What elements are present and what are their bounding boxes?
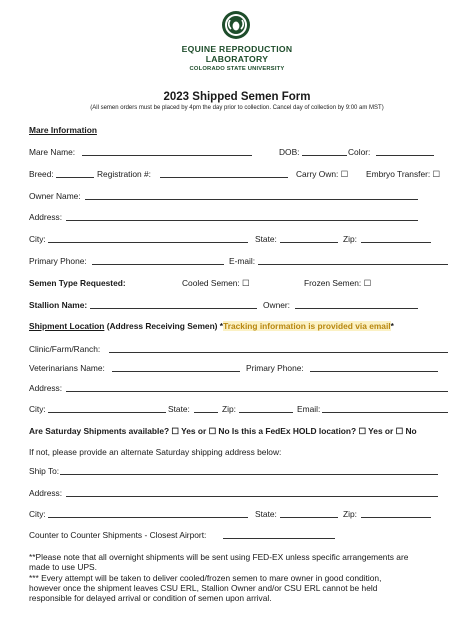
- shipment-heading-rest: (Address Receiving Semen) *: [104, 321, 224, 331]
- mare-section-heading: Mare Information: [29, 125, 97, 135]
- ship-city-label: City:: [29, 404, 46, 414]
- note-delivery-line1: *** Every attempt will be taken to deliver cooled/frozen semen to mare owner in good condition,: [29, 573, 382, 583]
- breed-field[interactable]: [56, 177, 94, 178]
- vet-name-field[interactable]: [112, 371, 240, 372]
- embryo-transfer-checkbox[interactable]: Embryo Transfer: ☐: [366, 169, 441, 179]
- ship-to-label: Ship To:: [29, 466, 60, 476]
- note-delivery-line3: responsible for delayed arrival or condition of semen upon arrival.: [29, 593, 272, 603]
- clinic-field[interactable]: [109, 352, 448, 353]
- lab-name-line1: EQUINE REPRODUCTION: [181, 44, 293, 54]
- form-title: 2023 Shipped Semen Form: [163, 91, 311, 103]
- ship-zip-label: Zip:: [222, 404, 236, 414]
- ship-state-field[interactable]: [194, 412, 218, 413]
- vet-name-label: Veterinarians Name:: [29, 363, 105, 373]
- ship-address-label: Address:: [29, 383, 63, 393]
- alt-zip-field[interactable]: [361, 517, 431, 518]
- registration-field[interactable]: [160, 177, 288, 178]
- mare-city-label: City:: [29, 234, 46, 244]
- shipment-section-heading: [29, 321, 394, 331]
- dob-field[interactable]: [302, 155, 347, 156]
- ship-address-field[interactable]: [66, 391, 448, 392]
- ram-seal-icon: [221, 8, 251, 42]
- university-name: COLORADO STATE UNIVERSITY: [189, 66, 285, 72]
- mare-zip-label: Zip:: [343, 234, 357, 244]
- saturday-question[interactable]: Are Saturday Shipments available? ☐ Yes or ☐ No Is this a FedEx HOLD location? ☐ Yes or ☐ No: [29, 426, 417, 436]
- mare-state-field[interactable]: [280, 242, 338, 243]
- alt-city-field[interactable]: [48, 517, 248, 518]
- owner-name-field[interactable]: [85, 199, 418, 200]
- note-fedex-line1: **Please note that all overnight shipments will be sent using FED-EX unless specific arrangements are: [29, 552, 409, 562]
- ship-phone-field[interactable]: [310, 371, 438, 372]
- stallion-owner-label: Owner:: [263, 300, 290, 310]
- mare-city-field[interactable]: [48, 242, 248, 243]
- alt-state-field[interactable]: [280, 517, 338, 518]
- stallion-name-field[interactable]: [90, 308, 257, 309]
- ship-city-field[interactable]: [48, 412, 166, 413]
- ship-zip-field[interactable]: [239, 412, 293, 413]
- mare-email-field[interactable]: [258, 264, 448, 265]
- mare-address-field[interactable]: [66, 220, 418, 221]
- breed-label: Breed:: [29, 169, 54, 179]
- alt-zip-label: Zip:: [343, 509, 357, 519]
- carry-own-checkbox[interactable]: Carry Own: ☐: [296, 169, 349, 179]
- shipment-heading-text: Shipment Location: [29, 321, 105, 331]
- dob-label: DOB:: [279, 147, 300, 157]
- mare-phone-label: Primary Phone:: [29, 256, 87, 266]
- ship-phone-label: Primary Phone:: [246, 363, 304, 373]
- note-fedex-line2: made to use UPS.: [29, 562, 97, 572]
- registration-label: Registration #:: [97, 169, 151, 179]
- mare-email-label: E-mail:: [229, 256, 256, 266]
- ship-state-label: State:: [168, 404, 190, 414]
- alt-city-label: City:: [29, 509, 46, 519]
- alt-address-field[interactable]: [66, 496, 438, 497]
- stallion-owner-field[interactable]: [295, 308, 418, 309]
- ship-email-label: Email:: [297, 404, 321, 414]
- frozen-semen-checkbox[interactable]: Frozen Semen: ☐: [304, 278, 372, 288]
- alt-state-label: State:: [255, 509, 277, 519]
- clinic-label: Clinic/Farm/Ranch:: [29, 344, 101, 354]
- color-field[interactable]: [376, 155, 434, 156]
- counter-airport-label: Counter to Counter Shipments - Closest Airport:: [29, 530, 207, 540]
- owner-name-label: Owner Name:: [29, 191, 81, 201]
- alt-address-label: Address:: [29, 488, 63, 498]
- mare-zip-field[interactable]: [361, 242, 431, 243]
- color-label: Color:: [348, 147, 371, 157]
- ship-email-field[interactable]: [322, 412, 448, 413]
- lab-name-line2: LABORATORY: [205, 54, 269, 64]
- mare-address-label: Address:: [29, 212, 63, 222]
- alt-address-instructions: If not, please provide an alternate Saturday shipping address below:: [29, 447, 282, 457]
- mare-name-field[interactable]: [82, 155, 252, 156]
- stallion-name-label: Stallion Name:: [29, 300, 88, 310]
- tracking-note: Tracking information is provided via email: [223, 321, 391, 331]
- csu-logo: [221, 8, 251, 42]
- mare-state-label: State:: [255, 234, 277, 244]
- form-subtitle: (All semen orders must be placed by 4pm the day prior to collection. Cancel day of collection by 9:00 am MST): [90, 105, 384, 111]
- ship-to-field[interactable]: [60, 474, 438, 475]
- semen-type-label: Semen Type Requested:: [29, 278, 126, 288]
- mare-name-label: Mare Name:: [29, 147, 76, 157]
- mare-phone-field[interactable]: [92, 264, 224, 265]
- cooled-semen-checkbox[interactable]: Cooled Semen: ☐: [182, 278, 250, 288]
- note-delivery-line2: however once the shipment leaves CSU ERL, Stallion Owner and/or CSU ERL cannot be held: [29, 583, 378, 593]
- counter-airport-field[interactable]: [223, 538, 335, 539]
- tracking-note-end: *: [390, 321, 394, 331]
